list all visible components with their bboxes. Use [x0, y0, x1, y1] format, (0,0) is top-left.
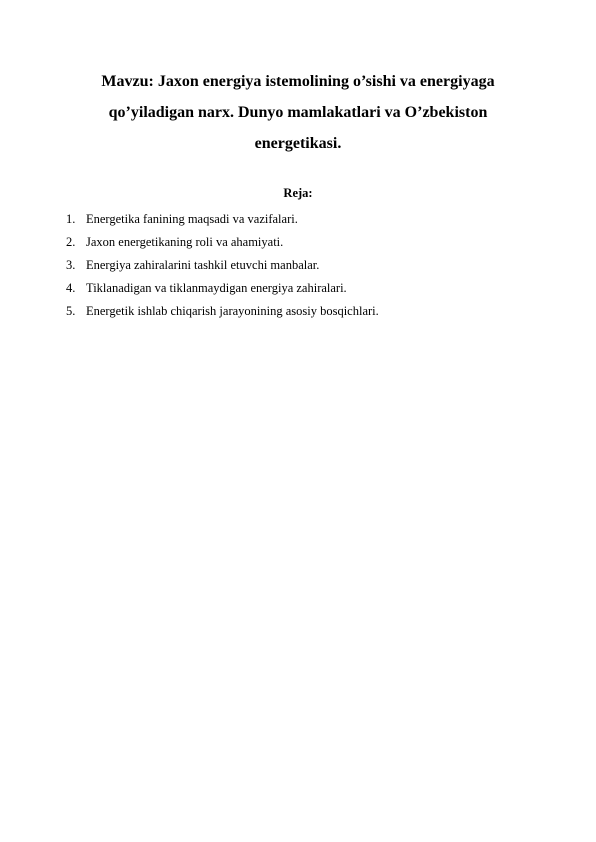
list-item-number: 2. [66, 235, 76, 249]
title-line-3: energetikasi. [254, 135, 342, 152]
list-item [66, 254, 379, 277]
list-item-text: Tiklanadigan va tiklanmaydigan energiya zahiralari. [86, 281, 347, 295]
title-line-1: Mavzu: Jaxon energiya istemolining o’sishi va energiyaga [101, 73, 495, 90]
list-item [66, 208, 379, 231]
document-title [60, 66, 536, 159]
list-item-number: 3. [66, 258, 76, 272]
list-item [66, 277, 379, 300]
list-item-number: 4. [66, 281, 76, 295]
plan-list [66, 208, 379, 323]
list-item-number: 1. [66, 212, 76, 226]
list-item-text: Jaxon energetikaning roli va ahamiyati. [86, 235, 284, 249]
list-item-text: Energiya zahiralarini tashkil etuvchi manbalar. [86, 258, 320, 272]
list-item-text: Energetik ishlab chiqarish jarayonining asosiy bosqichlari. [86, 304, 379, 318]
list-item [66, 231, 379, 254]
list-item [66, 300, 379, 323]
title-line-2: qo’yiladigan narx. Dunyo mamlakatlari va O’zbekiston [108, 104, 488, 121]
plan-heading: Reja: [283, 186, 313, 200]
list-item-number: 5. [66, 304, 76, 318]
list-item-text: Energetika fanining maqsadi va vazifalari. [86, 212, 298, 226]
